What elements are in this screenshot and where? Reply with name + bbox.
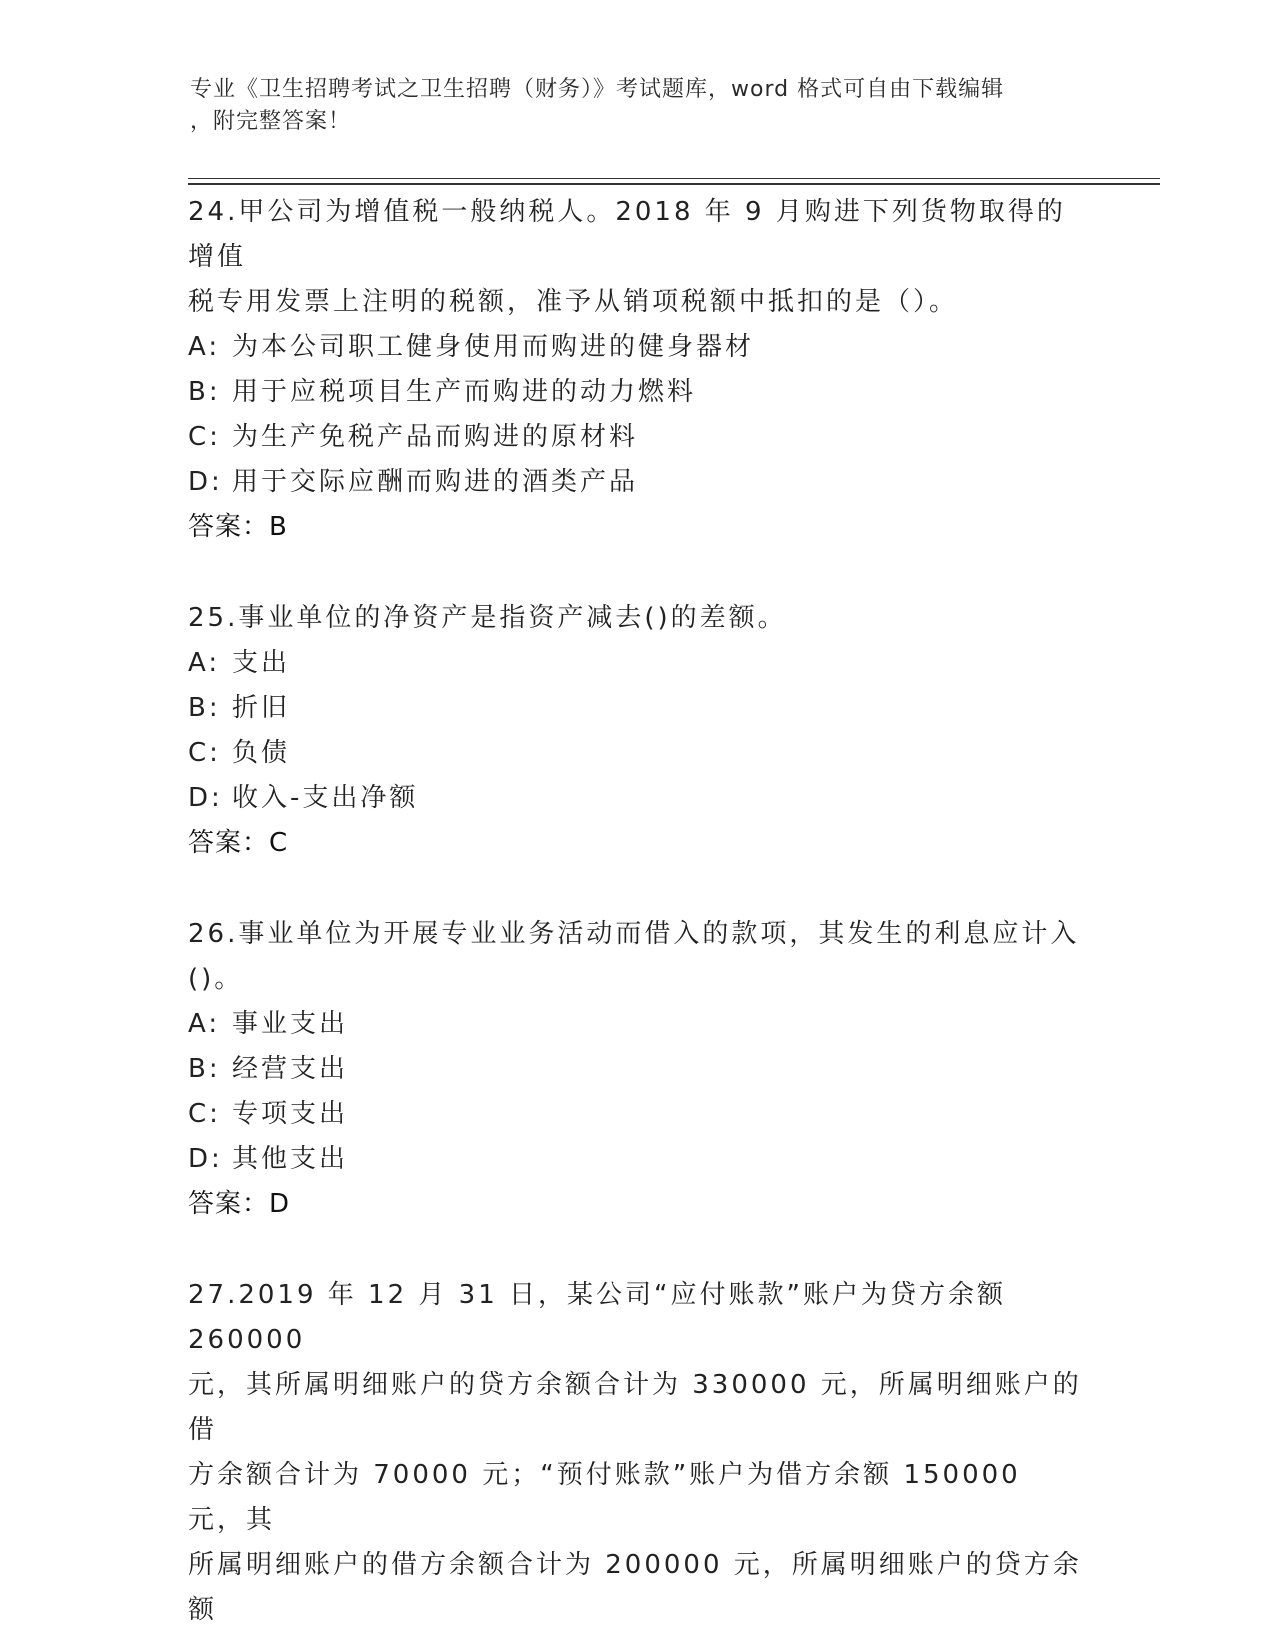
option-text: 为本公司职工健身使用而购进的健身器材: [232, 332, 755, 362]
answer-line: 答案：B: [188, 512, 288, 542]
question-26: [188, 912, 1088, 1227]
option-text: 专项支出: [232, 1099, 349, 1129]
option-key: A:: [188, 1009, 221, 1039]
option-d: [188, 776, 1088, 821]
question-list: [188, 190, 1088, 1633]
question-stem-line: 25.事业单位的净资产是指资产减去()的差额。: [188, 603, 787, 633]
header-title-line-2: ，附完整答案！: [190, 109, 352, 134]
question-stem-line: 24.甲公司为增值税一般纳税人。2018 年 9 月购进下列货物取得的增值: [188, 197, 1066, 272]
option-key: B:: [188, 693, 221, 723]
option-key: B:: [188, 377, 221, 407]
option-c: [188, 731, 1088, 776]
option-a: [188, 641, 1088, 686]
option-key: C:: [188, 738, 221, 768]
option-text: 折旧: [232, 693, 291, 723]
question-stem-line: 税专用发票上注明的税额，准予从销项税额中抵扣的是（）。: [188, 287, 959, 317]
answer-line: 答案：C: [188, 828, 289, 858]
option-a: [188, 1002, 1088, 1047]
option-b: [188, 1047, 1088, 1092]
option-key: D:: [188, 1144, 223, 1174]
option-text: 用于交际应酬而购进的酒类产品: [232, 467, 639, 497]
question-stem-line: ()。: [188, 964, 244, 994]
question-24: [188, 190, 1088, 550]
option-b: [188, 686, 1088, 731]
option-text: 经营支出: [232, 1054, 349, 1084]
option-text: 其他支出: [232, 1144, 349, 1174]
question-stem-line: 方余额合计为 70000 元；“预付账款”账户为借方余额 150000 元，其: [188, 1460, 1021, 1535]
question-25: [188, 596, 1088, 866]
option-text: 用于应税项目生产而购进的动力燃料: [232, 377, 697, 407]
option-c: [188, 1092, 1088, 1137]
option-key: A:: [188, 648, 221, 678]
option-key: D:: [188, 467, 223, 497]
header-title-line-1: 专业《卫生招聘考试之卫生招聘（财务）》考试题库，word 格式可自由下载编辑: [190, 77, 1005, 102]
question-spacer: [188, 866, 1088, 912]
option-d: [188, 460, 1088, 505]
document-header: [190, 74, 1080, 138]
option-key: D:: [188, 783, 223, 813]
option-key: B:: [188, 1054, 221, 1084]
option-a: [188, 325, 1088, 370]
option-key: C:: [188, 1099, 221, 1129]
question-stem-line: 所属明细账户的借方余额合计为 200000 元，所属明细账户的贷方余额: [188, 1550, 1082, 1625]
option-text: 收入-支出净额: [232, 783, 419, 813]
option-text: 为生产免税产品而购进的原材料: [232, 422, 639, 452]
answer-line: 答案：D: [188, 1189, 291, 1219]
header-divider-thick: [188, 183, 1160, 185]
option-c: [188, 415, 1088, 460]
option-b: [188, 370, 1088, 415]
question-stem-line: 元，其所属明细账户的贷方余额合计为 330000 元，所属明细账户的借: [188, 1370, 1082, 1445]
question-spacer: [188, 550, 1088, 596]
option-key: A:: [188, 332, 221, 362]
option-d: [188, 1137, 1088, 1182]
question-spacer: [188, 1227, 1088, 1273]
question-stem-line: 27.2019 年 12 月 31 日，某公司“应付账款”账户为贷方余额 260000: [188, 1280, 1006, 1355]
header-divider-thin: [188, 178, 1160, 179]
question-27: [188, 1273, 1088, 1633]
question-stem-line: 26.事业单位为开展专业业务活动而借入的款项，其发生的利息应计入: [188, 919, 1080, 949]
option-text: 负债: [232, 738, 291, 768]
option-text: 事业支出: [232, 1009, 349, 1039]
option-text: 支出: [232, 648, 291, 678]
option-key: C:: [188, 422, 221, 452]
